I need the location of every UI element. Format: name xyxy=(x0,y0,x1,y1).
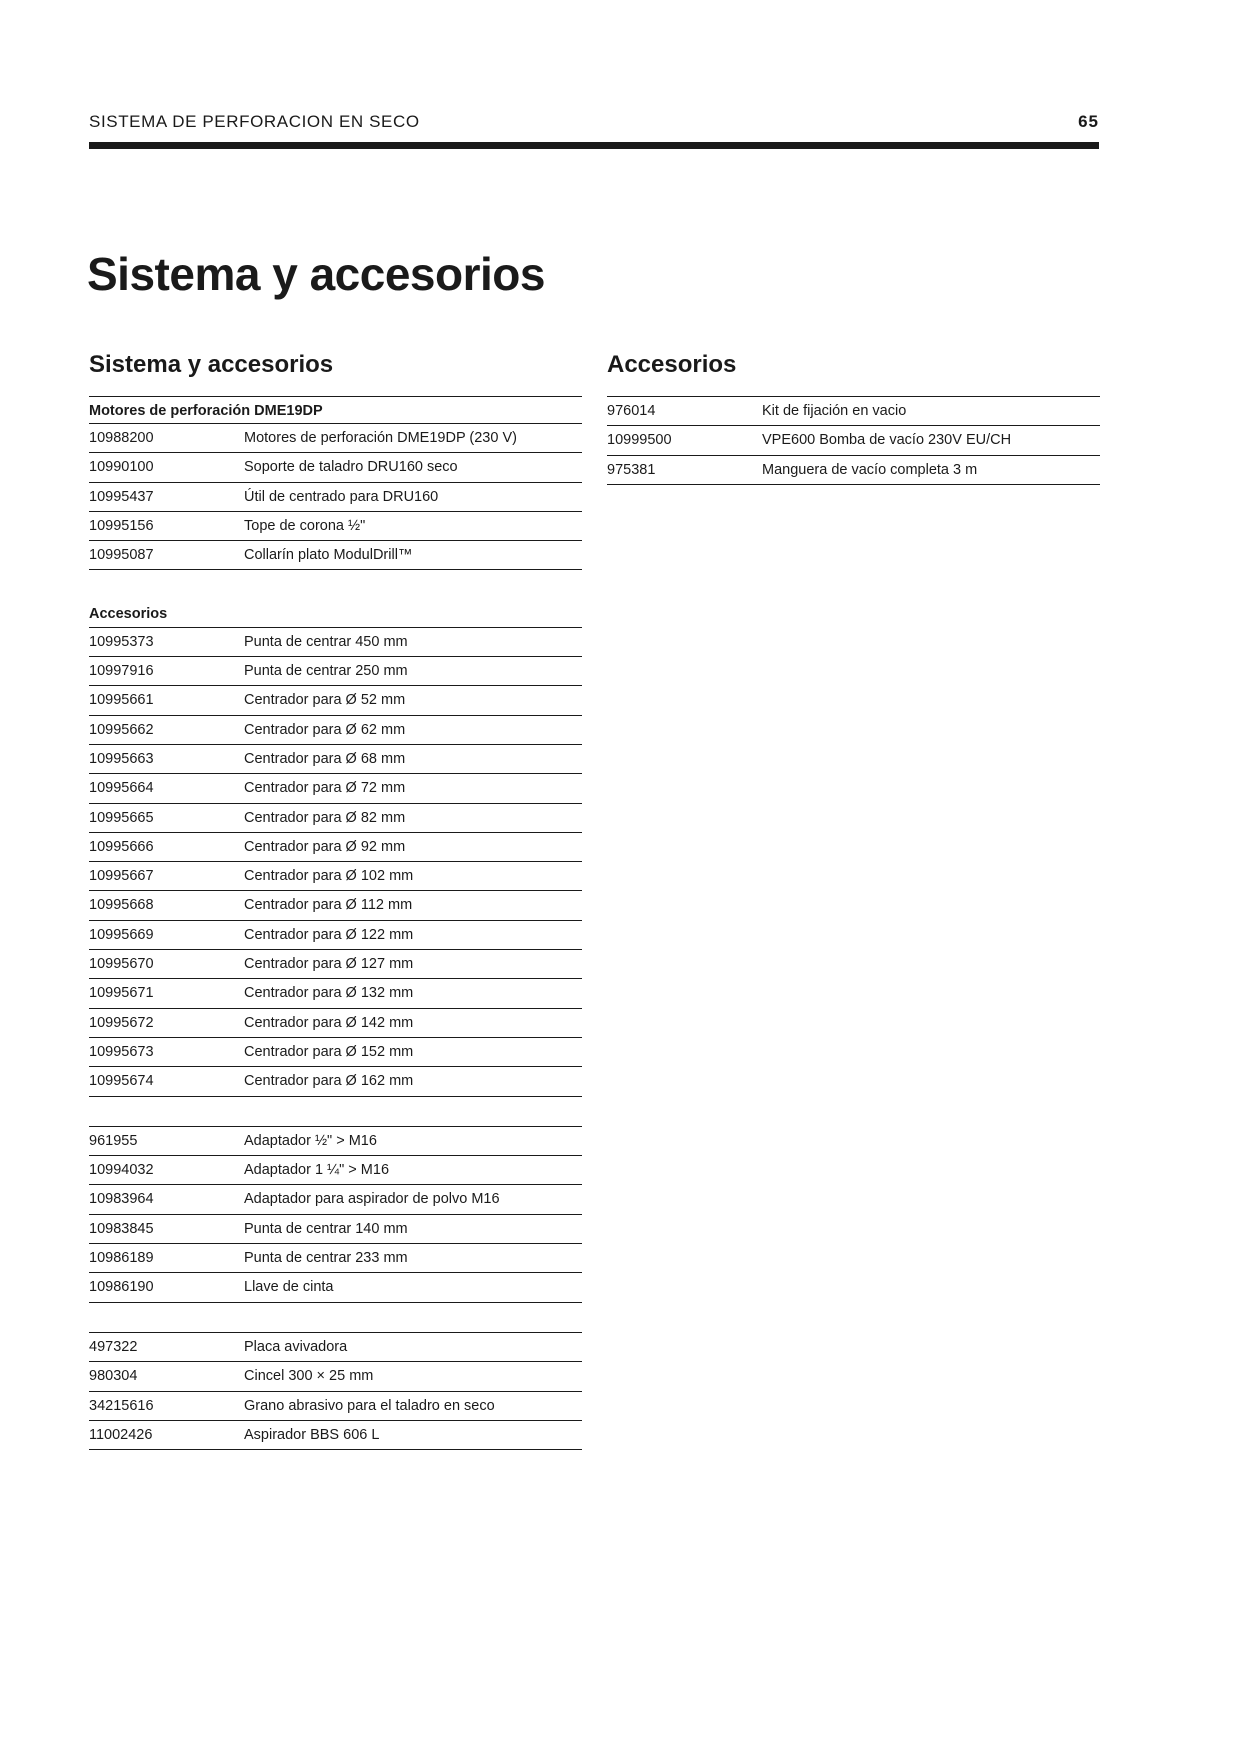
part-description: Centrador para Ø 122 mm xyxy=(244,926,414,943)
part-number: 10995437 xyxy=(89,488,154,505)
table-row xyxy=(89,1333,582,1362)
part-description: Llave de cinta xyxy=(244,1279,334,1296)
table-row xyxy=(89,657,582,686)
left-heading: Sistema y accesorios xyxy=(89,351,334,378)
part-number: 10995671 xyxy=(89,985,154,1002)
part-description: Punta de centrar 233 mm xyxy=(244,1250,408,1267)
table-row xyxy=(89,453,582,482)
table-row xyxy=(89,424,582,453)
table-row xyxy=(89,1038,582,1067)
right-column xyxy=(607,350,1100,485)
table-row xyxy=(89,512,582,541)
table-row xyxy=(89,1185,582,1214)
table-row xyxy=(89,1156,582,1185)
part-number: 10995666 xyxy=(89,838,154,855)
part-description: Motores de perforación DME19DP (230 V) xyxy=(244,430,517,446)
table-row xyxy=(89,1392,582,1421)
page-title: Sistema y accesorios xyxy=(87,248,545,300)
part-number: 961955 xyxy=(89,1132,138,1149)
part-description: Centrador para Ø 82 mm xyxy=(244,809,406,826)
part-number: 10983845 xyxy=(89,1220,154,1237)
part-number: 10995669 xyxy=(89,926,154,943)
page-number: 65 xyxy=(1078,112,1099,131)
table-row xyxy=(89,745,582,774)
part-number: 10995662 xyxy=(89,721,154,738)
group-label-motores: Motores de perforación DME19DP xyxy=(89,396,582,424)
part-description: Punta de centrar 140 mm xyxy=(244,1220,408,1237)
part-description: Punta de centrar 450 mm xyxy=(244,633,408,650)
part-number: 976014 xyxy=(607,403,656,419)
part-number: 10995667 xyxy=(89,868,154,885)
part-number: 10995661 xyxy=(89,692,154,709)
part-number: 10995673 xyxy=(89,1043,154,1060)
part-number: 10988200 xyxy=(89,430,154,446)
table-row xyxy=(89,950,582,979)
part-number: 10995670 xyxy=(89,956,154,973)
table-row xyxy=(89,716,582,745)
group-varios xyxy=(89,1332,582,1450)
part-description: Adaptador para aspirador de polvo M16 xyxy=(244,1191,500,1208)
part-description: Centrador para Ø 72 mm xyxy=(244,780,406,797)
spacer xyxy=(89,1097,582,1126)
table-row xyxy=(89,862,582,891)
part-number: 10986190 xyxy=(89,1279,154,1296)
table-row xyxy=(89,1362,582,1391)
table-row xyxy=(89,833,582,862)
table-row xyxy=(89,979,582,1008)
table-row xyxy=(89,1244,582,1273)
spacer xyxy=(89,570,582,599)
part-description: Centrador para Ø 68 mm xyxy=(244,750,406,767)
part-description: Kit de fijación en vacio xyxy=(762,403,907,419)
table-row xyxy=(89,1421,582,1450)
part-description: Centrador para Ø 162 mm xyxy=(244,1073,414,1090)
part-description: Tope de corona ½" xyxy=(244,517,366,534)
left-column xyxy=(89,350,582,1450)
part-description: Manguera de vacío completa 3 m xyxy=(762,461,978,478)
part-description: Centrador para Ø 62 mm xyxy=(244,721,406,738)
part-description: Adaptador 1 ¼" > M16 xyxy=(244,1162,390,1179)
running-header xyxy=(89,112,1099,132)
section-title: SISTEMA DE PERFORACION EN SECO xyxy=(89,112,420,131)
table-row xyxy=(89,1067,582,1096)
part-number: 11002426 xyxy=(89,1426,153,1443)
table-row xyxy=(607,426,1100,455)
part-number: 10995087 xyxy=(89,547,154,564)
table-row xyxy=(89,891,582,920)
part-description: Cincel 300 × 25 mm xyxy=(244,1368,374,1385)
part-description: Centrador para Ø 152 mm xyxy=(244,1043,414,1060)
part-number: 10995156 xyxy=(89,517,154,534)
table-row xyxy=(89,921,582,950)
table-row xyxy=(89,1127,582,1156)
part-number: 10986189 xyxy=(89,1250,154,1267)
table-row xyxy=(89,483,582,512)
part-description: Centrador para Ø 102 mm xyxy=(244,868,414,885)
table-row xyxy=(89,541,582,570)
part-number: 975381 xyxy=(607,461,656,478)
part-description: Centrador para Ø 142 mm xyxy=(244,1014,414,1031)
table-row xyxy=(89,1273,582,1302)
part-number: 10994032 xyxy=(89,1162,154,1179)
group-label-accesorios: Accesorios xyxy=(89,600,582,628)
part-number: 34215616 xyxy=(89,1397,154,1414)
part-number: 10995672 xyxy=(89,1014,154,1031)
group-vacio xyxy=(607,396,1100,485)
part-description: Útil de centrado para DRU160 xyxy=(244,488,439,505)
part-description: Centrador para Ø 92 mm xyxy=(244,838,406,855)
part-number: 10995665 xyxy=(89,809,154,826)
part-description: Centrador para Ø 127 mm xyxy=(244,956,414,973)
part-description: Punta de centrar 250 mm xyxy=(244,663,408,680)
group-accesorios xyxy=(89,628,582,1097)
part-description: VPE600 Bomba de vacío 230V EU/CH xyxy=(762,432,1012,449)
part-number: 10995663 xyxy=(89,750,154,767)
spacer xyxy=(89,1303,582,1332)
part-description: Centrador para Ø 132 mm xyxy=(244,985,414,1002)
table-row xyxy=(89,686,582,715)
part-number: 497322 xyxy=(89,1338,138,1355)
part-description: Aspirador BBS 606 L xyxy=(244,1426,380,1443)
group-motores xyxy=(89,424,582,570)
part-description: Soporte de taladro DRU160 seco xyxy=(244,459,458,476)
part-description: Centrador para Ø 112 mm xyxy=(244,897,413,914)
part-description: Collarín plato ModulDrill™ xyxy=(244,547,413,564)
part-number: 980304 xyxy=(89,1368,138,1385)
part-number: 10997916 xyxy=(89,663,154,680)
table-row xyxy=(89,774,582,803)
part-description: Placa avivadora xyxy=(244,1338,348,1355)
right-heading: Accesorios xyxy=(607,351,737,378)
part-number: 10999500 xyxy=(607,432,672,449)
part-number: 10990100 xyxy=(89,459,154,476)
table-row xyxy=(89,1009,582,1038)
table-row xyxy=(89,1215,582,1244)
table-row xyxy=(89,804,582,833)
part-number: 10995674 xyxy=(89,1073,154,1090)
part-description: Grano abrasivo para el taladro en seco xyxy=(244,1397,495,1414)
part-number: 10995664 xyxy=(89,780,154,797)
table-row xyxy=(607,456,1100,485)
part-description: Centrador para Ø 52 mm xyxy=(244,692,406,709)
table-row xyxy=(607,397,1100,426)
group-adaptadores xyxy=(89,1126,582,1303)
part-number: 10983964 xyxy=(89,1191,154,1208)
part-number: 10995373 xyxy=(89,633,154,650)
table-row xyxy=(89,628,582,657)
part-description: Adaptador ½" > M16 xyxy=(244,1132,377,1149)
header-rule xyxy=(89,142,1099,149)
part-number: 10995668 xyxy=(89,897,154,914)
